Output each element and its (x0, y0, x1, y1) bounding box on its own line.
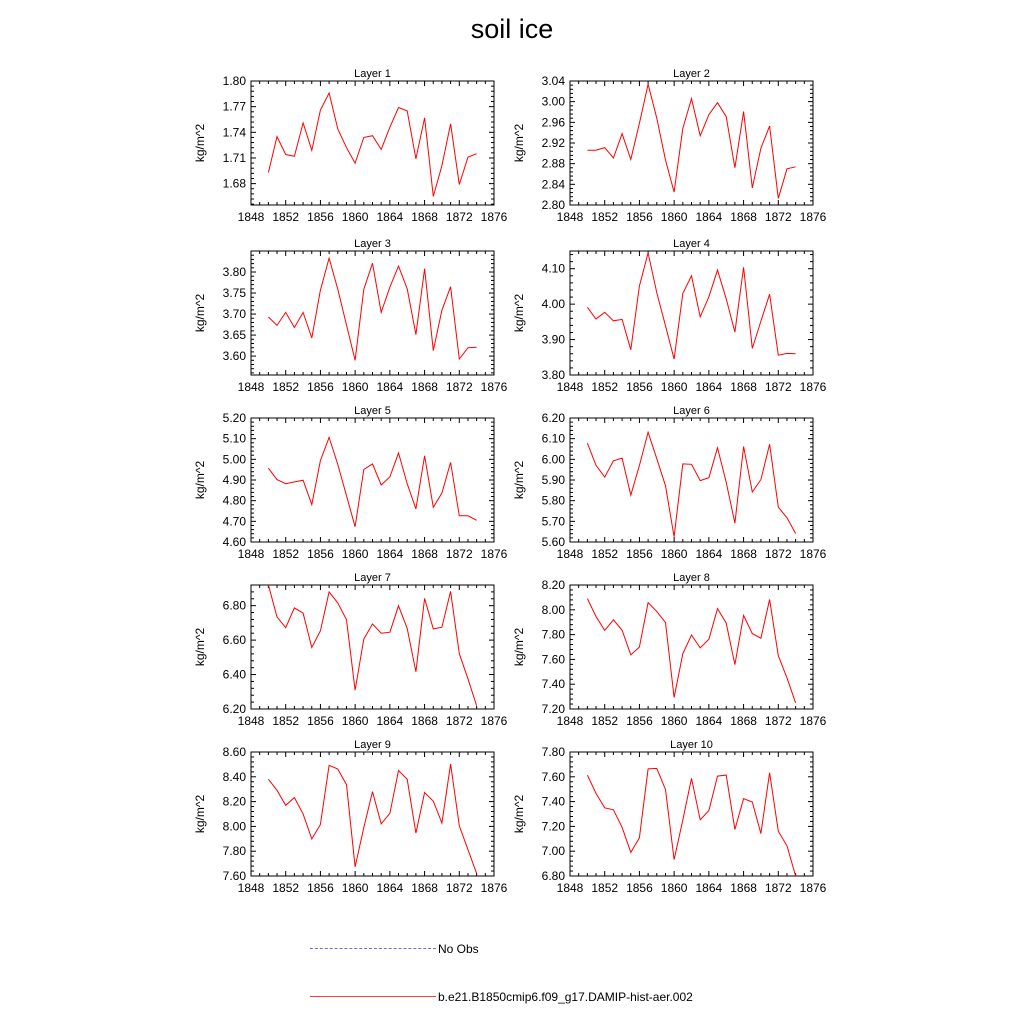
y-tick-label: 8.20 (222, 794, 246, 809)
x-tick-label: 1848 (556, 210, 584, 224)
y-tick-label: 4.80 (222, 493, 246, 508)
y-tick-label: 7.00 (541, 844, 565, 859)
series-line (268, 764, 476, 873)
x-tick-label: 1860 (660, 881, 688, 895)
x-tick-label: 1860 (341, 210, 369, 224)
y-tick-label: 3.60 (222, 349, 246, 364)
y-tick-label: 6.00 (541, 452, 565, 467)
x-tick-label: 1856 (626, 547, 653, 561)
y-tick-label: 7.80 (541, 745, 565, 759)
y-tick-label: 1.74 (222, 125, 246, 140)
x-tick-label: 1856 (626, 714, 653, 728)
y-axis-label: kg/m^2 (193, 794, 207, 834)
x-tick-label: 1868 (730, 881, 757, 895)
x-tick-label: 1848 (556, 881, 584, 895)
x-tick-label: 1848 (556, 547, 584, 561)
x-tick-label: 1864 (695, 714, 723, 728)
x-tick-label: 1868 (730, 547, 757, 561)
y-tick-label: 2.92 (541, 136, 565, 150)
x-tick-label: 1872 (445, 714, 473, 728)
y-tick-label: 3.70 (222, 307, 246, 322)
plot-frame (251, 585, 494, 709)
x-tick-label: 1864 (695, 210, 723, 224)
series-line (268, 93, 476, 196)
panel-layer-8 (512, 572, 827, 728)
x-tick-label: 1868 (411, 881, 438, 895)
x-tick-label: 1868 (411, 714, 438, 728)
y-tick-label: 5.60 (541, 535, 565, 549)
series-line (268, 585, 476, 706)
panel-layer-7 (193, 572, 508, 728)
x-tick-label: 1856 (307, 380, 334, 394)
panel-title: Layer 5 (354, 405, 391, 417)
x-tick-label: 1860 (660, 714, 688, 728)
panel-title: Layer 4 (673, 238, 710, 250)
x-tick-label: 1848 (237, 547, 265, 561)
y-tick-label: 7.80 (222, 844, 246, 859)
y-axis-label: kg/m^2 (193, 460, 207, 500)
x-tick-label: 1864 (376, 881, 404, 895)
plot-frame (251, 418, 494, 542)
x-tick-label: 1852 (591, 881, 619, 895)
y-tick-label: 4.10 (541, 261, 565, 276)
y-tick-label: 5.80 (541, 493, 565, 508)
x-tick-label: 1852 (591, 714, 619, 728)
series-line (268, 258, 476, 360)
x-tick-label: 1856 (626, 210, 653, 224)
y-tick-label: 7.40 (541, 677, 565, 692)
x-tick-label: 1872 (764, 380, 792, 394)
y-tick-label: 2.84 (541, 177, 565, 192)
y-tick-label: 2.80 (541, 198, 565, 212)
y-tick-label: 3.65 (222, 328, 246, 343)
y-tick-label: 8.20 (541, 578, 565, 592)
y-axis-label: kg/m^2 (512, 627, 526, 667)
y-tick-label: 6.10 (541, 431, 565, 446)
x-tick-label: 1872 (764, 714, 792, 728)
x-tick-label: 1872 (764, 547, 792, 561)
legend-swatch-dashed (310, 948, 436, 949)
y-axis-label: kg/m^2 (193, 627, 207, 667)
y-tick-label: 7.80 (541, 627, 565, 642)
y-tick-label: 2.96 (541, 115, 565, 130)
x-tick-label: 1852 (272, 210, 300, 224)
x-tick-label: 1868 (730, 714, 757, 728)
x-tick-label: 1872 (445, 547, 473, 561)
x-tick-label: 1852 (272, 881, 300, 895)
x-tick-label: 1856 (626, 380, 653, 394)
plot-frame (251, 81, 494, 205)
series-line (587, 599, 795, 703)
y-tick-label: 1.77 (222, 99, 246, 114)
y-tick-label: 6.80 (541, 869, 565, 883)
y-tick-label: 3.80 (222, 265, 246, 280)
y-tick-label: 3.00 (541, 94, 565, 109)
x-tick-label: 1860 (660, 210, 688, 224)
x-tick-label: 1868 (411, 547, 438, 561)
plot-frame (251, 251, 494, 375)
x-tick-label: 1848 (237, 380, 265, 394)
x-tick-label: 1864 (376, 210, 404, 224)
y-tick-label: 8.60 (222, 745, 246, 759)
y-axis-label: kg/m^2 (512, 293, 526, 333)
y-tick-label: 3.90 (541, 332, 565, 347)
x-tick-label: 1876 (799, 881, 827, 895)
figure-title: soil ice (470, 14, 554, 44)
y-tick-label: 6.80 (222, 598, 246, 613)
panel-title: Layer 1 (354, 68, 391, 80)
x-tick-label: 1872 (445, 881, 473, 895)
panel-layer-6 (512, 405, 827, 561)
panel-title: Layer 2 (673, 68, 710, 80)
x-tick-label: 1852 (591, 210, 619, 224)
series-line (587, 432, 795, 537)
x-tick-label: 1876 (799, 210, 827, 224)
panel-layer-2 (512, 68, 827, 224)
y-tick-label: 4.90 (222, 473, 246, 487)
y-tick-label: 6.40 (222, 667, 246, 682)
panel-title: Layer 9 (354, 739, 391, 751)
x-tick-label: 1852 (591, 380, 619, 394)
y-tick-label: 1.80 (222, 74, 246, 88)
y-tick-label: 7.60 (222, 869, 246, 883)
panel-layer-9 (193, 739, 508, 895)
y-tick-label: 1.71 (222, 150, 246, 165)
x-tick-label: 1852 (591, 547, 619, 561)
x-tick-label: 1848 (556, 714, 584, 728)
x-tick-label: 1876 (799, 547, 827, 561)
legend-label-model: b.e21.B1850cmip6.f09_g17.DAMIP-hist-aer.002 (438, 989, 693, 1004)
x-tick-label: 1856 (307, 547, 334, 561)
y-axis-label: kg/m^2 (512, 123, 526, 163)
y-tick-label: 7.60 (541, 769, 565, 784)
x-tick-label: 1872 (764, 881, 792, 895)
x-tick-label: 1848 (237, 210, 265, 224)
series-line (587, 253, 795, 359)
legend-label-no-obs: No Obs (438, 941, 479, 956)
x-tick-label: 1872 (445, 210, 473, 224)
x-tick-label: 1848 (237, 881, 265, 895)
x-tick-label: 1860 (341, 881, 369, 895)
x-tick-label: 1876 (799, 714, 827, 728)
y-tick-label: 6.20 (541, 411, 565, 425)
panel-title: Layer 10 (670, 739, 713, 751)
y-tick-label: 7.40 (541, 794, 565, 809)
y-tick-label: 3.75 (222, 286, 246, 301)
y-tick-label: 7.20 (541, 819, 565, 834)
panel-title: Layer 3 (354, 238, 391, 250)
x-tick-label: 1864 (695, 547, 723, 561)
x-tick-label: 1852 (272, 380, 300, 394)
series-line (587, 84, 795, 198)
x-tick-label: 1864 (695, 881, 723, 895)
y-tick-label: 8.00 (222, 819, 246, 834)
y-tick-label: 8.00 (541, 602, 565, 617)
legend-swatch-solid (310, 996, 436, 997)
y-tick-label: 3.04 (541, 74, 565, 88)
y-tick-label: 7.60 (541, 652, 565, 667)
y-tick-label: 4.60 (222, 535, 246, 549)
x-tick-label: 1860 (660, 547, 688, 561)
panel-title: Layer 6 (673, 405, 710, 417)
x-tick-label: 1868 (730, 210, 757, 224)
y-tick-label: 1.68 (222, 176, 246, 191)
panel-layer-4 (512, 238, 827, 394)
y-tick-label: 4.00 (541, 297, 565, 312)
y-axis-label: kg/m^2 (193, 293, 207, 333)
x-tick-label: 1868 (411, 210, 438, 224)
series-line (268, 437, 476, 526)
x-tick-label: 1864 (376, 547, 404, 561)
x-tick-label: 1872 (764, 210, 792, 224)
y-tick-label: 7.20 (541, 702, 565, 716)
plot-frame (570, 752, 813, 876)
panel-layer-3 (193, 238, 508, 394)
x-tick-label: 1864 (376, 380, 404, 394)
y-axis-label: kg/m^2 (512, 460, 526, 500)
x-tick-label: 1868 (411, 380, 438, 394)
y-tick-label: 5.90 (541, 473, 565, 487)
x-tick-label: 1876 (480, 380, 508, 394)
x-tick-label: 1864 (695, 380, 723, 394)
x-tick-label: 1856 (307, 714, 334, 728)
panel-title: Layer 7 (354, 572, 391, 584)
x-tick-label: 1856 (307, 881, 334, 895)
x-tick-label: 1848 (556, 380, 584, 394)
x-tick-label: 1860 (341, 547, 369, 561)
y-tick-label: 2.88 (541, 156, 565, 171)
x-tick-label: 1856 (626, 881, 653, 895)
x-tick-label: 1876 (799, 380, 827, 394)
y-axis-label: kg/m^2 (512, 794, 526, 834)
panel-layer-10 (512, 739, 827, 895)
y-tick-label: 5.70 (541, 514, 565, 529)
y-tick-label: 6.60 (222, 633, 246, 648)
y-tick-label: 8.40 (222, 769, 246, 784)
y-axis-label: kg/m^2 (193, 123, 207, 163)
panel-layer-1 (193, 68, 508, 224)
x-tick-label: 1860 (341, 714, 369, 728)
x-tick-label: 1868 (730, 380, 757, 394)
x-tick-label: 1876 (480, 210, 508, 224)
y-tick-label: 6.20 (222, 702, 246, 716)
x-tick-label: 1872 (445, 380, 473, 394)
y-tick-label: 5.20 (222, 411, 246, 425)
x-tick-label: 1856 (307, 210, 334, 224)
x-tick-label: 1848 (237, 714, 265, 728)
x-tick-label: 1864 (376, 714, 404, 728)
x-tick-label: 1852 (272, 547, 300, 561)
plot-frame (570, 418, 813, 542)
y-tick-label: 5.10 (222, 431, 246, 446)
plot-frame (570, 251, 813, 375)
x-tick-label: 1860 (660, 380, 688, 394)
panel-title: Layer 8 (673, 572, 710, 584)
legend-entry-no-obs (310, 941, 479, 956)
series-line (587, 768, 795, 876)
y-tick-label: 4.70 (222, 514, 246, 529)
x-tick-label: 1860 (341, 380, 369, 394)
x-tick-label: 1876 (480, 547, 508, 561)
panel-layer-5 (193, 405, 508, 561)
x-tick-label: 1876 (480, 881, 508, 895)
y-tick-label: 5.00 (222, 452, 246, 467)
x-tick-label: 1852 (272, 714, 300, 728)
y-tick-label: 3.80 (541, 368, 565, 382)
legend-entry-model (310, 989, 693, 1004)
x-tick-label: 1876 (480, 714, 508, 728)
